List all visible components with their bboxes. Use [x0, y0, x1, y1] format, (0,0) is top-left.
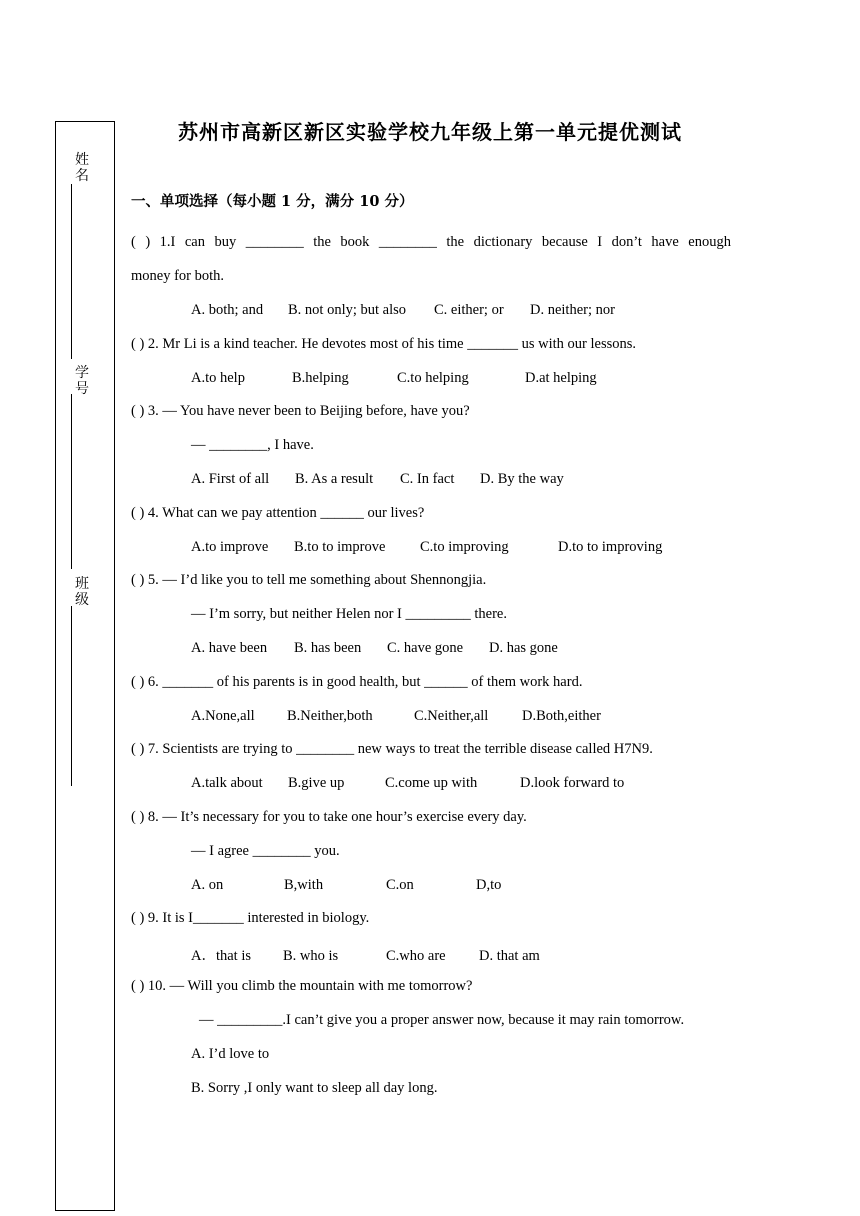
option-c: C.to helping: [397, 370, 469, 386]
question-7-options: [191, 775, 624, 792]
question-5-options: [191, 640, 558, 657]
student-id-label: 学号: [75, 365, 89, 397]
option-d: D. By the way: [480, 471, 564, 487]
option-a: A.to help: [191, 370, 245, 386]
option-d: D. neither; nor: [530, 302, 615, 318]
option-c: C. In fact: [400, 471, 455, 487]
question-1-stem-continued: money for both.: [131, 268, 225, 284]
question-3-options: [191, 471, 564, 488]
option-b: B.to to improve: [294, 539, 386, 555]
question-4-stem: ( ) 4. What can we pay attention ______ our lives?: [131, 505, 425, 521]
question-8-options: [191, 877, 501, 894]
option-a: A. on: [191, 877, 224, 893]
question-2-stem: ( ) 2. Mr Li is a kind teacher. He devotes most of his time _______ us with our lessons.: [131, 336, 637, 352]
option-d: D. has gone: [489, 640, 558, 656]
question-8-reply: — I agree ________ you.: [191, 843, 340, 859]
question-1-options: [191, 302, 615, 319]
option-b: B. has been: [294, 640, 362, 656]
option-c: C.who are: [386, 948, 446, 964]
option-d: D.look forward to: [520, 775, 625, 791]
class-label: 班级: [75, 576, 89, 608]
question-10-option-a: A. I’d love to: [191, 1046, 270, 1062]
option-d: D.Both,either: [522, 708, 601, 724]
question-3-reply: — ________, I have.: [191, 437, 314, 453]
question-10-reply: — _________.I can’t give you a proper answer now, because it may rain tomorrow.: [199, 1012, 685, 1028]
name-line: [71, 184, 72, 359]
question-9-stem: ( ) 9. It is I_______ interested in biology.: [131, 910, 370, 926]
option-a: A. have been: [191, 640, 268, 656]
option-b: B. As a result: [295, 471, 374, 487]
option-b: B.helping: [292, 370, 349, 386]
question-2-options: [191, 370, 597, 387]
option-a: A. First of all: [191, 471, 270, 487]
question-4-options: [191, 539, 662, 556]
question-8-stem: ( ) 8. — It’s necessary for you to take one hour’s exercise every day.: [131, 809, 527, 825]
question-10-option-b: B. Sorry ,I only want to sleep all day long.: [191, 1080, 438, 1096]
option-d: D,to: [476, 877, 502, 893]
option-b: B. not only; but also: [288, 302, 407, 318]
option-b: B. who is: [283, 948, 339, 964]
option-b: B.Neither,both: [287, 708, 373, 724]
question-10-stem: ( ) 10. — Will you climb the mountain with me tomorrow?: [131, 978, 473, 994]
option-d: D. that am: [479, 948, 540, 964]
option-d: D.to to improving: [558, 539, 663, 555]
option-c: C.to improving: [420, 539, 509, 555]
question-3-stem: ( ) 3. — You have never been to Beijing before, have you?: [131, 403, 470, 419]
section-heading: 一、单项选择（每小题 1 分，满分 10 分）: [131, 193, 414, 210]
question-6-options: [191, 708, 601, 725]
class-line: [71, 606, 72, 786]
option-c: C.Neither,all: [414, 708, 489, 724]
name-label: 姓名: [75, 152, 89, 184]
option-a: A.None,all: [191, 708, 255, 724]
option-c: C.come up with: [385, 775, 478, 791]
option-c: C.on: [386, 877, 414, 893]
question-9-options: [191, 944, 540, 965]
option-a: A. both; and: [191, 302, 264, 318]
option-a: A．that is: [191, 948, 252, 964]
question-5-reply: — I’m sorry, but neither Helen nor I _________ there.: [191, 606, 507, 622]
option-c: C. either; or: [434, 302, 504, 318]
option-d: D.at helping: [525, 370, 597, 386]
question-1-stem: ( ) 1.I can buy ________ the book ________ the dictionary because I don’t have enough: [131, 234, 731, 250]
option-a: A.talk about: [191, 775, 263, 791]
question-7-stem: ( ) 7. Scientists are trying to ________ new ways to treat the terrible disease called H7N9.: [131, 741, 653, 757]
page-title: 苏州市高新区新区实验学校九年级上第一单元提优测试: [178, 120, 682, 144]
student-info-margin: [55, 121, 115, 1211]
question-6-stem: ( ) 6. _______ of his parents is in good health, but ______ of them work hard.: [131, 674, 583, 690]
option-c: C. have gone: [387, 640, 464, 656]
question-5-stem: ( ) 5. — I’d like you to tell me something about Shennongjia.: [131, 572, 487, 588]
student-id-line: [71, 394, 72, 569]
option-b: B,with: [284, 877, 324, 893]
option-a: A.to improve: [191, 539, 269, 555]
option-b: B.give up: [288, 775, 345, 791]
